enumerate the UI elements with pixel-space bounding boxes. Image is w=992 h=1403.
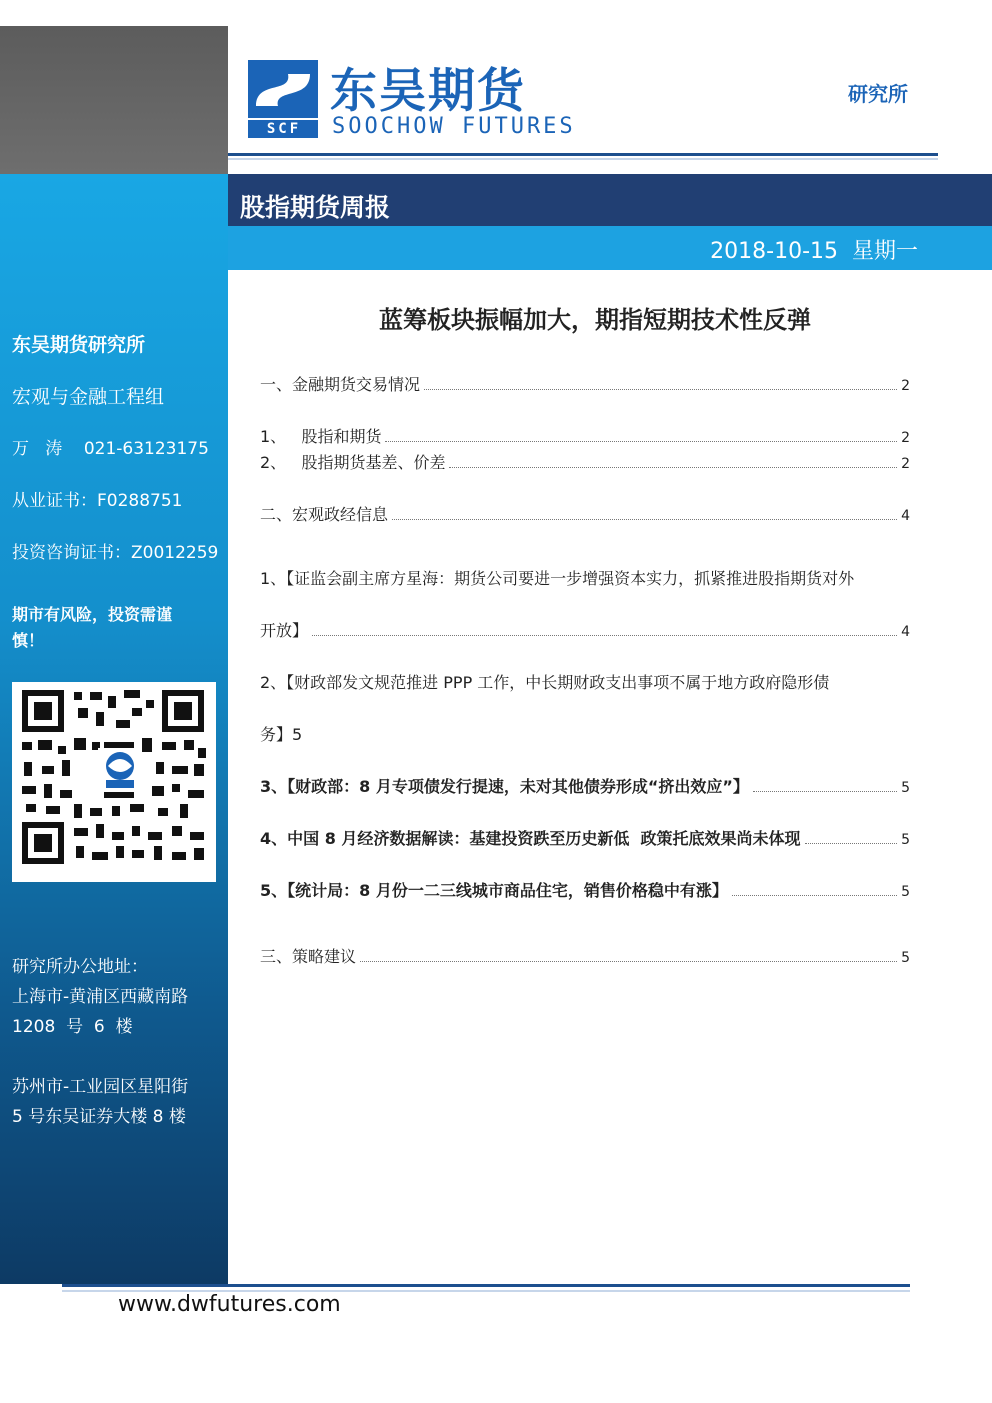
- toc-item-page: 5: [901, 780, 910, 796]
- footer-rule: [62, 1284, 910, 1287]
- toc-leader: [385, 440, 897, 442]
- toc-item[interactable]: [260, 372, 910, 395]
- toc-item-page: 2: [901, 430, 910, 446]
- report-headline: 蓝筹板块振幅加大，期指短期技术性反弹: [379, 306, 811, 334]
- toc-item[interactable]: [260, 424, 910, 447]
- toc-item-label: 2、 股指期货基差、价差: [260, 453, 446, 472]
- logo-english-name: SOOCHOW FUTURES: [332, 114, 576, 139]
- toc-leader: [392, 518, 897, 520]
- website-link[interactable]: www.dwfutures.com: [118, 1292, 341, 1317]
- sidebar-address2-line1: 苏州市-工业园区星阳街: [12, 1077, 189, 1097]
- sidebar-risk-line2: 慎！: [12, 631, 45, 650]
- toc-item-page: 5: [901, 832, 910, 848]
- toc-item-label-line1[interactable]: 1、【证监会副主席方星海：期货公司要进一步增强资本实力，抓紧推进股指期货对外: [260, 569, 855, 588]
- sidebar-advisory: 投资咨询证书：Z0012259: [12, 543, 219, 563]
- sidebar-address-title: 研究所办公地址：: [12, 957, 148, 977]
- toc-item-label: 开放】: [260, 621, 309, 640]
- sidebar-top-block: [0, 26, 228, 174]
- toc-item[interactable]: [260, 618, 910, 641]
- qr-code: [12, 682, 216, 882]
- sidebar-license: 从业证书：F0288751: [12, 491, 183, 511]
- toc-item-page: 4: [901, 508, 910, 524]
- report-type: 股指期货周报: [240, 193, 391, 222]
- report-type-bar: [228, 174, 992, 226]
- logo-chinese-name: 东吴期货: [330, 64, 526, 119]
- toc-item-page: 2: [901, 456, 910, 472]
- toc-item-label: 一、金融期货交易情况: [260, 375, 421, 394]
- toc-item-label: 1、 股指和期货: [260, 427, 382, 446]
- qr-code-icon: [12, 682, 216, 882]
- toc-leader: [360, 960, 897, 962]
- toc-leader: [732, 894, 897, 896]
- toc-item[interactable]: [260, 502, 910, 525]
- report-date: 2018-10-15 星期一: [710, 239, 918, 264]
- toc-item-label: 三、策略建议: [260, 947, 357, 966]
- date-bar: [228, 226, 992, 270]
- toc-item-page: 5: [901, 884, 910, 900]
- toc-item-label: 5、【统计局：8 月份一二三线城市商品住宅，销售价格稳中有涨】: [260, 881, 728, 900]
- toc-item-label[interactable]: 务】5: [260, 725, 303, 744]
- toc-item[interactable]: [260, 878, 910, 901]
- sidebar-org: 东吴期货研究所: [12, 334, 146, 356]
- toc-leader: [449, 466, 897, 468]
- toc-item-page: 4: [901, 624, 910, 640]
- toc-leader: [805, 842, 898, 844]
- company-logo: [248, 60, 588, 144]
- toc-leader: [312, 634, 897, 636]
- toc-item[interactable]: [260, 450, 910, 473]
- sidebar-address1-line1: 上海市-黄浦区西藏南路: [12, 987, 189, 1007]
- toc-leader: [753, 790, 897, 792]
- toc-item-page: 2: [901, 378, 910, 394]
- toc-item[interactable]: [260, 774, 910, 797]
- toc-item-label-line1[interactable]: 2、【财政部发文规范推进 PPP 工作，中长期财政支出事项不属于地方政府隐形债: [260, 673, 830, 692]
- toc-item-label: 3、【财政部：8 月专项债发行提速，未对其他债券形成“挤出效应”】: [260, 777, 749, 796]
- toc-item-label: 二、宏观政经信息: [260, 505, 389, 524]
- institute-label: 研究所: [848, 82, 908, 106]
- header-rule-light: [228, 158, 938, 160]
- toc-item[interactable]: [260, 944, 910, 967]
- toc-item-page: 5: [901, 950, 910, 966]
- toc-leader: [424, 388, 897, 390]
- toc-item[interactable]: [260, 826, 910, 849]
- logo-mark-text: SCF: [266, 121, 302, 137]
- sidebar-group: 宏观与金融工程组: [12, 386, 165, 408]
- toc-item-label: 4、中国 8 月经济数据解读：基建投资跌至历史新低 政策托底效果尚未体现: [260, 829, 801, 848]
- sidebar-analyst: 万 涛 021-63123175: [12, 439, 209, 459]
- sidebar-address2-line2: 5 号东吴证券大楼 8 楼: [12, 1107, 186, 1127]
- sidebar-address1-line2: 1208 号 6 楼: [12, 1017, 133, 1037]
- header-rule: [228, 153, 938, 156]
- sidebar-risk-line1: 期市有风险，投资需谨: [12, 605, 173, 624]
